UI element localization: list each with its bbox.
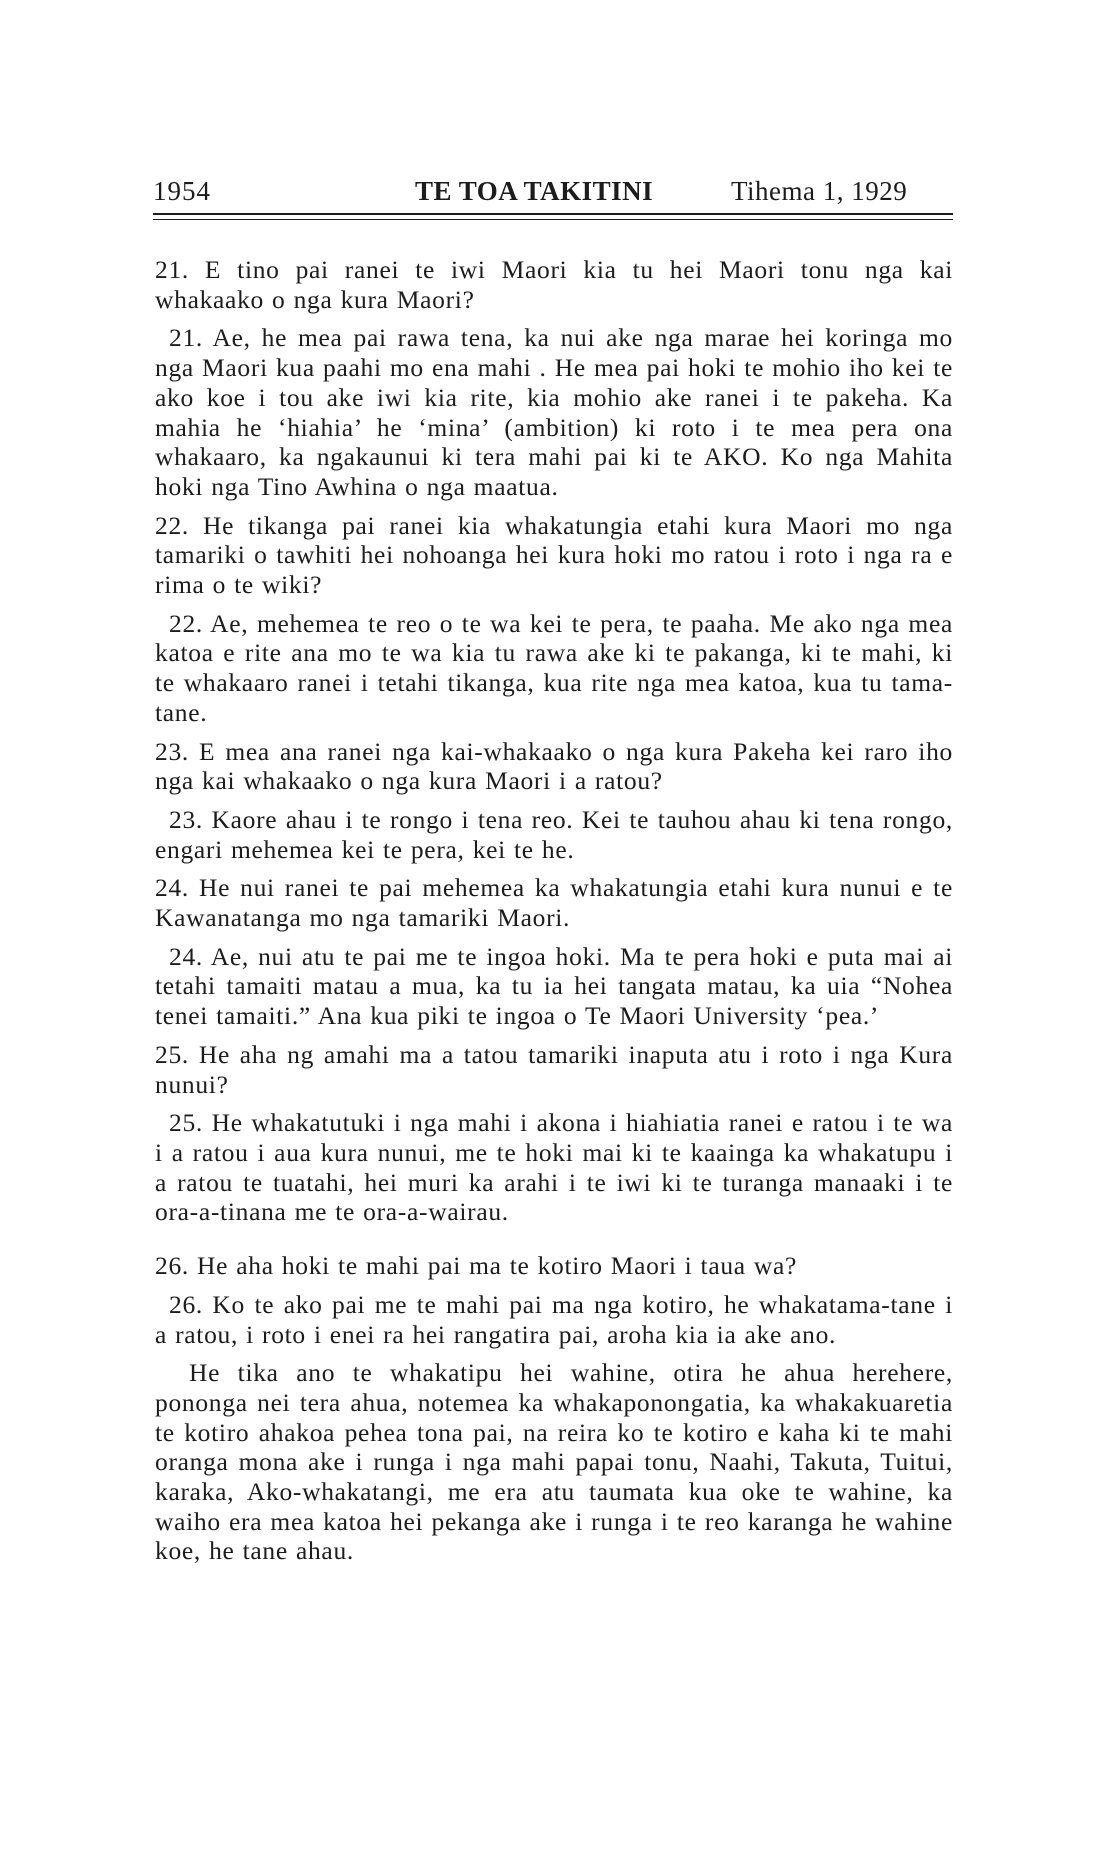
page-number: 1954 [153,176,211,206]
answer-22: 22. Ae, mehemea te reo o te wa kei te pera, te paaha. Me ako nga mea katoa e rite ana mo te wa kia tu rawa ake ki te pakanga, ki te mahi, ki te whakaaro ranei i tetahi tikanga, kua rite nga mea katoa, kua tu tama-tane. [155,608,953,727]
answer-24: 24. Ae, nui atu te pai me te ingoa hoki. Ma te pera hoki e puta mai ai tetahi tamaiti matau a mua, ka tu ia hei tangata matau, ka uia “Nohea tenei tamaiti.” Ana kua piki te ingoa o Te Maori University ‘pea.’ [155,941,953,1031]
page-header [153,176,953,216]
closing-paragraph: He tika ano te whakatipu hei wahine, otira he ahua herehere, pononga nei tera ahua, notemea ka whakaponongatia, ka whakakuaretia te kotiro ahakoa pehea tona pai, na reira ko te kotiro e kaha ki te mahi oranga mona ake i runga i nga mahi papai tonu, Naahi, Takuta, Tuitui, karaka, Ako-whakatangi, me era atu taumata kua oke te wahine, ka waiho era mea katoa hei pekanga ake i runga i te reo karanga he wahine koe, he tane ahau. [155,1358,953,1566]
header-rule-top [153,213,953,215]
answer-23: 23. Kaore ahau i te rongo i tena reo. Kei te tauhou ahau ki tena rongo, engari mehemea kei te pera, kei te he. [155,804,953,864]
question-21: 21. E tino pai ranei te iwi Maori kia tu hei Maori tonu nga kai whakaako o nga kura Maori? [155,255,953,314]
header-rule-bottom [153,219,953,220]
answer-25: 25. He whakatutuki i nga mahi i akona i hiahiatia ranei e ratou i te wa i a ratou i aua kura nunui, me te hoki mai ki te kaainga ka whakatupu i a ratou te tuatahi, hei muri ka arahi i te iwi ki te turanga manaaki i te ora-a-tinana me te ora-a-wairau. [155,1108,953,1227]
question-26: 26. He aha hoki te mahi pai ma te kotiro Maori i taua wa? [155,1251,798,1281]
article-body [155,255,953,1575]
question-25: 25. He aha ng amahi ma a tatou tamariki inaputa atu i roto i nga Kura nunui? [155,1039,953,1099]
answer-26: 26. Ko te ako pai me te mahi pai ma nga kotiro, he whakatama-tane i a ratou, i roto i enei ra hei rangatira pai, aroha kia ia ake ano. [155,1289,953,1349]
question-24: 24. He nui ranei te pai mehemea ka whakatungia etahi kura nunui e te Kawanatanga mo nga tamariki Maori. [155,873,953,933]
question-22: 22. He tikanga pai ranei kia whakatungia etahi kura Maori mo nga tamariki o tawhiti hei nohoanga hei kura hoki mo ratou i roto i nga ra e rima o te wiki? [155,510,953,600]
journal-title: TE TOA TAKITINI [415,176,654,206]
issue-date: Tihema 1, 1929 [731,176,908,206]
answer-21: 21. Ae, he mea pai rawa tena, ka nui ake nga marae hei koringa mo nga Maori kua paahi mo ena mahi . He mea pai hoki te mohio iho kei te ako koe i tou ake iwi kia rite, kia mohio ake ranei i te pakeha. Ka mahia he ‘hiahia’ he ‘mina’ (ambition) ki roto i te mea pera ona whakaaro, ka ngakaunui ki tera mahi pai ki te AKO. Ko nga Mahita hoki nga Tino Awhina o nga maatua. [155,323,953,501]
question-23: 23. E mea ana ranei nga kai-whakaako o nga kura Pakeha kei raro iho nga kai whakaako o nga kura Maori i a ratou? [155,736,953,796]
